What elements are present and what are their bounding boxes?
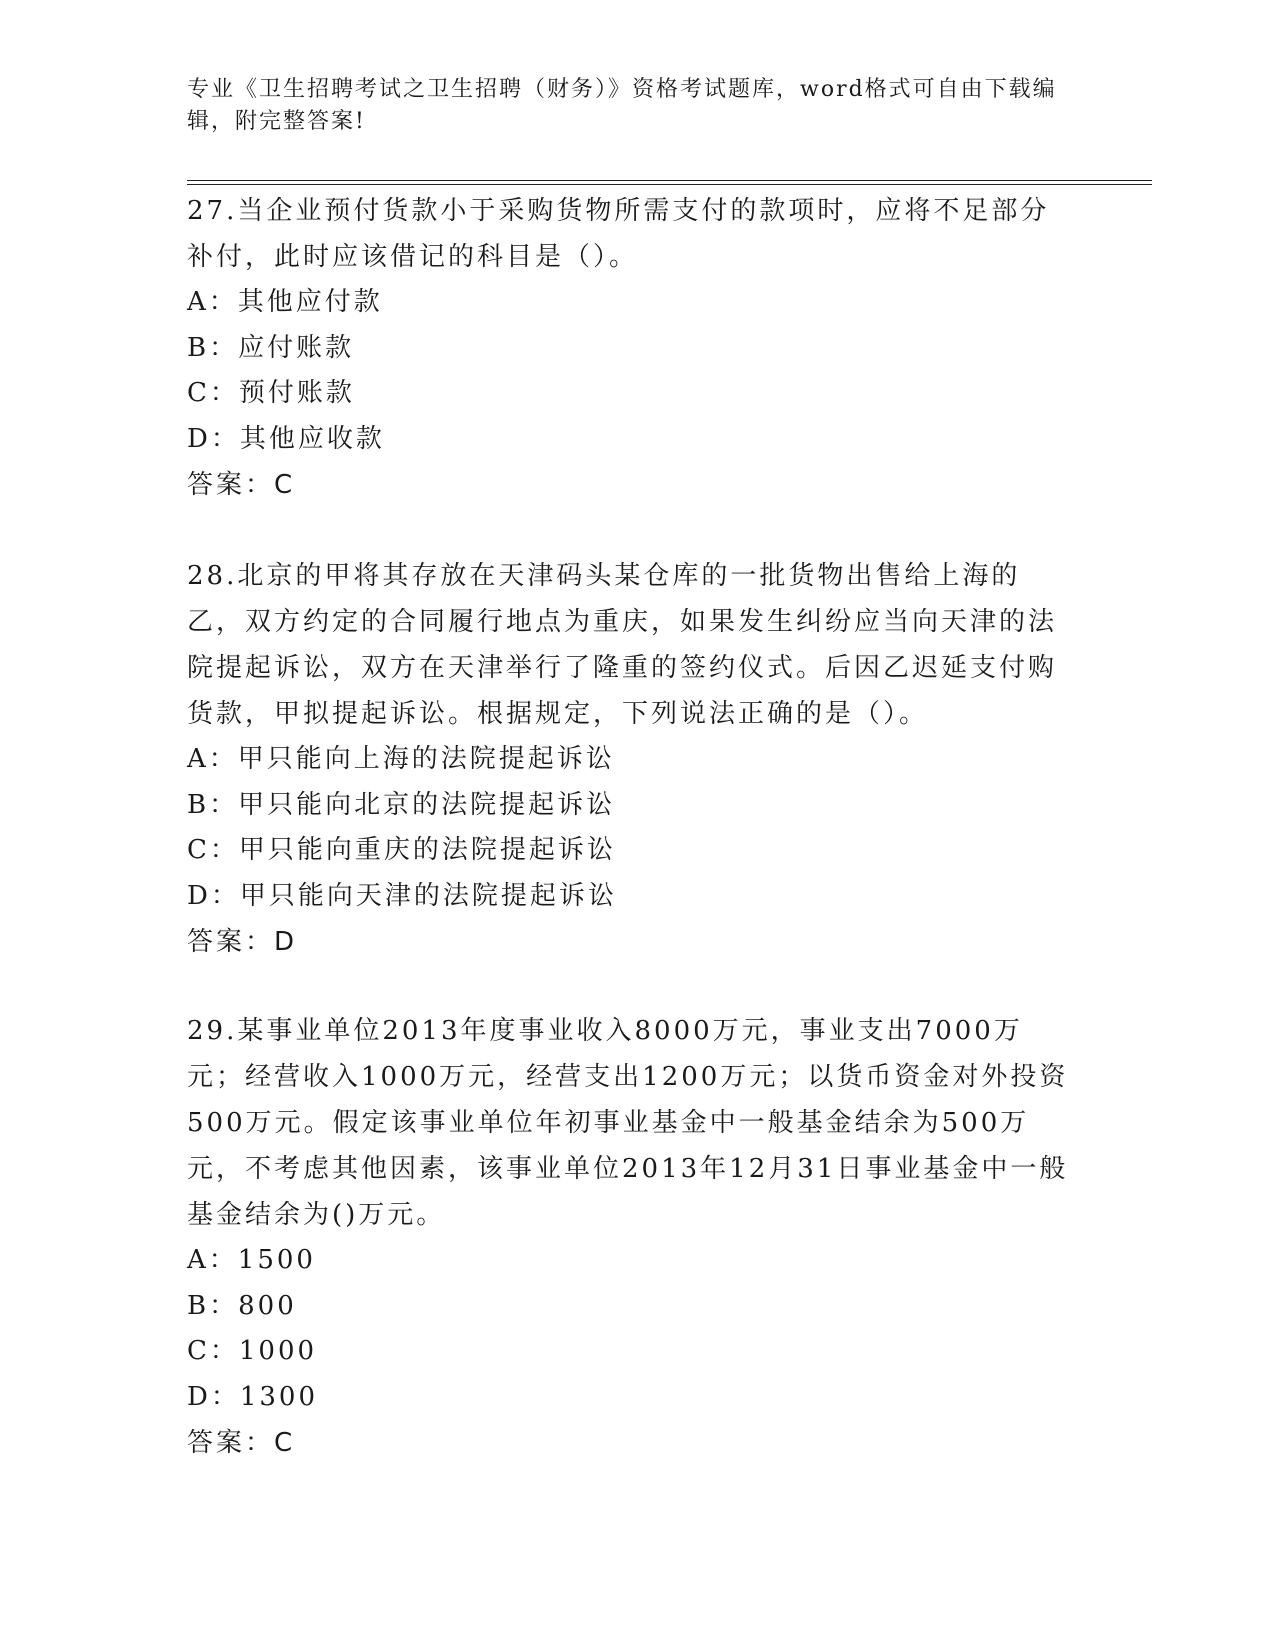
question-29 — [187, 1008, 1077, 1466]
document-header — [187, 74, 1067, 138]
question-28 — [187, 553, 1077, 965]
question-stem: 29.某事业单位2013年度事业收入8000万元，事业支出7000万元；经营收入1000万元，经营支出1200万元；以货币资金对外投资500万元。假定该事业单位年初事业基金中一般基金结余为500万元，不考虑其他因素，该事业单位2013年12月31日事业基金中一般基金结余为()万元。 — [187, 1016, 1069, 1230]
answer: 答案：C — [187, 470, 296, 500]
option-b: B：甲只能向北京的法院提起诉讼 — [187, 789, 616, 820]
option-a: A：其他应付款 — [187, 287, 383, 317]
question-stem: 28.北京的甲将其存放在天津码头某仓库的一批货物出售给上海的乙，双方约定的合同履行地点为重庆，如果发生纠纷应当向天津的法院提起诉讼，双方在天津举行了隆重的签约仪式。后因乙迟延支付购货款，甲拟提起诉讼。根据规定，下列说法正确的是（）。 — [187, 561, 1058, 729]
option-b: B：应付账款 — [187, 332, 355, 363]
question-27 — [187, 188, 1077, 508]
option-d: D：其他应收款 — [187, 423, 385, 454]
question-stem: 27.当企业预付货款小于采购货物所需支付的款项时，应将不足部分补付，此时应该借记的科目是（）。 — [187, 196, 1050, 272]
option-b: B：800 — [187, 1290, 297, 1321]
answer: 答案：C — [187, 1428, 296, 1458]
answer: 答案：D — [187, 927, 298, 957]
option-c: C：预付账款 — [187, 378, 355, 408]
option-a: A：甲只能向上海的法院提起诉讼 — [187, 744, 615, 774]
option-d: D：甲只能向天津的法院提起诉讼 — [187, 880, 617, 911]
option-c: C：甲只能向重庆的法院提起诉讼 — [187, 835, 616, 865]
option-c: C：1000 — [187, 1336, 318, 1366]
option-d: D：1300 — [187, 1381, 319, 1412]
header-divider-bottom — [187, 184, 1152, 185]
option-a: A：1500 — [187, 1245, 316, 1275]
header-divider-top — [187, 180, 1152, 181]
header-text: 专业《卫生招聘考试之卫生招聘（财务）》资格考试题库，word格式可自由下载编辑，附完整答案! — [187, 77, 1057, 134]
